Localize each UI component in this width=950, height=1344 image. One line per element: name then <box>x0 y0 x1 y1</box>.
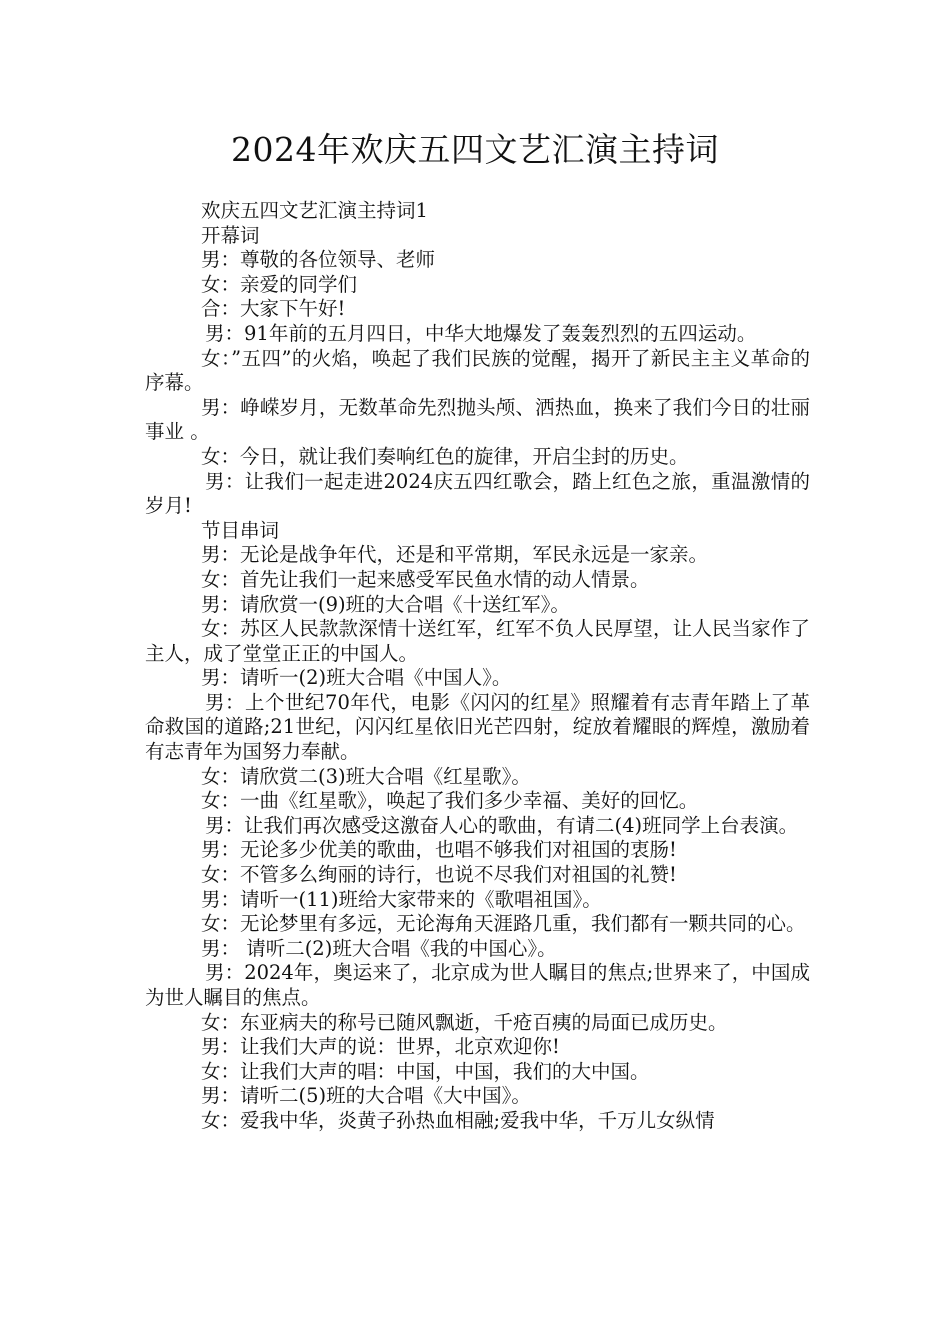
paragraph: 女：无论梦里有多远，无论海角天涯路几重，我们都有一颗共同的心。 <box>201 912 806 936</box>
paragraph: 男：上个世纪70年代，电影《闪闪的红星》照耀着有志青年踏上了革命救国的道路;21世纪，闪闪红星依旧光芒四射，绽放着耀眼的辉煌，激励着有志青年为国努力奉献。 <box>145 690 810 764</box>
paragraph: 女：让我们大声的唱：中国，中国，我们的大中国。 <box>201 1059 650 1083</box>
paragraph: 男：91年前的五月四日，中华大地爆发了轰轰烈烈的五四运动。 <box>205 321 757 345</box>
paragraph: 女：爱我中华，炎黄子孙热血相融;爱我中华，千万儿女纵情 <box>201 1108 715 1132</box>
paragraph: 男：峥嵘岁月，无数革命先烈抛头颅、洒热血，换来了我们今日的壮丽事业 。 <box>145 395 810 444</box>
document-title: 2024年欢庆五四文艺汇演主持词 <box>231 130 719 169</box>
paragraph: 女：今日，就让我们奏响红色的旋律，开启尘封的历史。 <box>201 444 689 468</box>
paragraph: 女：不管多么绚丽的诗行，也说不尽我们对祖国的礼赞! <box>201 863 677 887</box>
paragraph: 男：无论多少优美的歌曲，也唱不够我们对祖国的衷肠! <box>201 838 677 862</box>
paragraph: 合：大家下午好! <box>201 297 346 321</box>
paragraph: 女：请欣赏二(3)班大合唱《红星歌》。 <box>201 764 531 788</box>
paragraph: 男：让我们大声的说：世界，北京欢迎你! <box>201 1035 560 1059</box>
paragraph: 男：尊敬的各位领导、老师 <box>201 248 436 272</box>
paragraph: 男：请听一(2)班大合唱《中国人》。 <box>201 666 512 690</box>
paragraph: 男：无论是战争年代，还是和平常期，军民永远是一家亲。 <box>201 543 709 567</box>
paragraph: 女：”五四”的火焰，唤起了我们民族的觉醒，揭开了新民主主义革命的序幕。 <box>145 346 810 395</box>
paragraph: 男：让我们再次感受这激奋人心的歌曲，有请二(4)班同学上台表演。 <box>205 813 799 837</box>
paragraph: 男：请听一(11)班给大家带来的《歌唱祖国》。 <box>201 887 602 911</box>
document-body <box>145 199 810 1134</box>
section-heading: 开幕词 <box>201 223 260 247</box>
paragraph: 女：东亚病夫的称号已随风飘逝，千疮百痍的局面已成历史。 <box>201 1010 728 1034</box>
paragraph: 男：请听二(5)班的大合唱《大中国》。 <box>201 1084 531 1108</box>
paragraph: 欢庆五四文艺汇演主持词1 <box>201 199 428 222</box>
paragraph: 女：苏区人民款款深情十送红军，红军不负人民厚望，让人民当家作了主人，成了堂堂正正的中国人。 <box>145 617 810 665</box>
paragraph: 男： 请听二(2)班大合唱《我的中国心》。 <box>201 936 557 960</box>
paragraph: 女：一曲《红星歌》，唤起了我们多少幸福、美好的回忆。 <box>201 789 699 813</box>
paragraph: 男：请欣赏一(9)班的大合唱《十送红军》。 <box>201 592 570 616</box>
paragraph: 女：亲爱的同学们 <box>201 272 358 296</box>
section-heading: 节目串词 <box>201 518 280 542</box>
paragraph: 男：让我们一起走进2024庆五四红歌会，踏上红色之旅，重温激情的岁月! <box>145 469 810 518</box>
paragraph: 男：2024年，奥运来了，北京成为世人瞩目的焦点;世界来了，中国成为世人瞩目的焦点。 <box>145 961 810 1009</box>
paragraph: 女：首先让我们一起来感受军民鱼水情的动人情景。 <box>201 567 650 591</box>
